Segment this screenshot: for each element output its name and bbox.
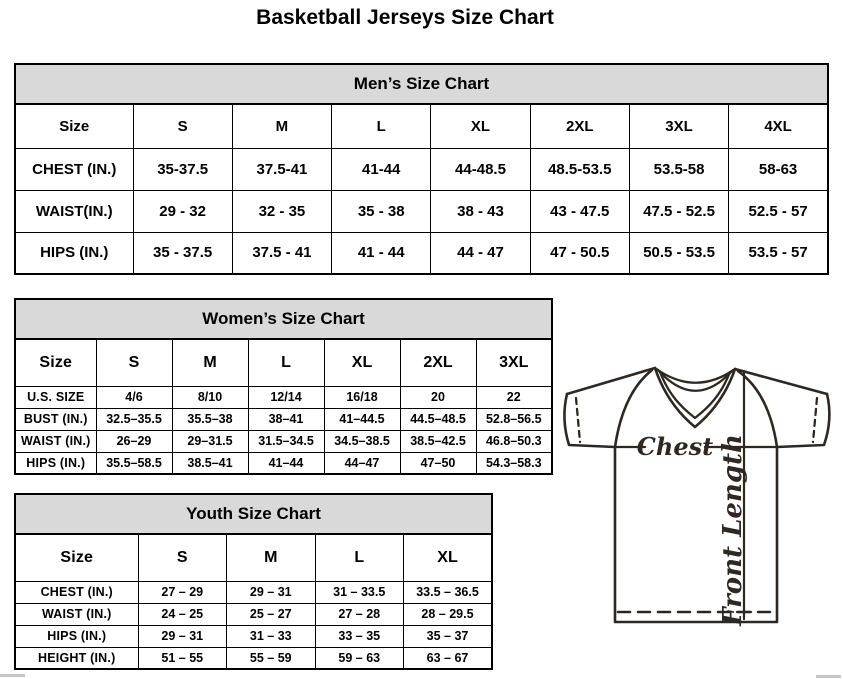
- mens-size-table-value-cell: 44 - 47: [431, 232, 530, 274]
- youth-size-table-value-cell: 28 – 29.5: [404, 603, 493, 625]
- youth-size-table-header-size: Size: [15, 534, 138, 581]
- mens-size-table-value-cell: 58-63: [729, 148, 828, 190]
- mens-size-table-value-cell: 48.5-53.5: [530, 148, 629, 190]
- womens-size-table-value-cell: 20: [400, 386, 476, 408]
- womens-size-table-row-waist-in: [15, 430, 552, 452]
- womens-size-table-value-cell: 4/6: [96, 386, 172, 408]
- womens-size-table-value-cell: 12/14: [248, 386, 324, 408]
- mens-size-table-row-chest-in: [15, 148, 828, 190]
- youth-size-table-title: Youth Size Chart: [15, 494, 492, 534]
- mens-size-table-row-label: CHEST (IN.): [15, 148, 133, 190]
- womens-size-table-row-label: BUST (IN.): [15, 408, 96, 430]
- youth-size-table-value-cell: 51 – 55: [138, 647, 227, 669]
- mens-size-table-value-cell: 41-44: [332, 148, 431, 190]
- mens-size-table-value-cell: 47.5 - 52.5: [629, 190, 728, 232]
- womens-size-table-header-2xl: 2XL: [400, 339, 476, 386]
- womens-size-table-value-cell: 35.5–38: [172, 408, 248, 430]
- womens-size-table-header-3xl: 3XL: [476, 339, 552, 386]
- mens-size-table-header-3xl: 3XL: [629, 104, 728, 148]
- youth-size-table-value-cell: 24 – 25: [138, 603, 227, 625]
- mens-size-table-value-cell: 52.5 - 57: [729, 190, 828, 232]
- womens-size-table-value-cell: 16/18: [324, 386, 400, 408]
- womens-size-table-value-cell: 29–31.5: [172, 430, 248, 452]
- mens-size-table-value-cell: 35-37.5: [133, 148, 232, 190]
- mens-size-table-header-4xl: 4XL: [729, 104, 828, 148]
- womens-size-table-value-cell: 34.5–38.5: [324, 430, 400, 452]
- youth-size-table-row-label: WAIST (IN.): [15, 603, 138, 625]
- womens-size-table-header-m: M: [172, 339, 248, 386]
- womens-size-table-row-label: HIPS (IN.): [15, 452, 96, 474]
- womens-size-table-row-label: U.S. SIZE: [15, 386, 96, 408]
- womens-size-table: [14, 298, 553, 475]
- mens-size-table-header-2xl: 2XL: [530, 104, 629, 148]
- youth-size-table-value-cell: 29 – 31: [227, 581, 316, 603]
- youth-size-table-value-cell: 59 – 63: [315, 647, 404, 669]
- youth-size-table-row-label: HIPS (IN.): [15, 625, 138, 647]
- mens-size-table-row-label: HIPS (IN.): [15, 232, 133, 274]
- youth-size-table-value-cell: 35 – 37: [404, 625, 493, 647]
- womens-size-table-value-cell: 44.5–48.5: [400, 408, 476, 430]
- womens-size-table-value-cell: 32.5–35.5: [96, 408, 172, 430]
- mens-size-table-row-label: WAIST(IN.): [15, 190, 133, 232]
- womens-size-table-value-cell: 41–44.5: [324, 408, 400, 430]
- womens-size-table-value-cell: 26–29: [96, 430, 172, 452]
- scrollbar-fragment-left: [0, 674, 25, 677]
- womens-size-table-row-hips-in: [15, 452, 552, 474]
- womens-size-table-row-u-s-size: [15, 386, 552, 408]
- mens-size-table-value-cell: 44-48.5: [431, 148, 530, 190]
- youth-size-table-row-waist-in: [15, 603, 492, 625]
- mens-size-table-header-s: S: [133, 104, 232, 148]
- mens-size-table-value-cell: 38 - 43: [431, 190, 530, 232]
- youth-size-table-header-s: S: [138, 534, 227, 581]
- right-sleeve-stitch-line: [813, 398, 817, 442]
- mens-size-table-value-cell: 53.5-58: [629, 148, 728, 190]
- womens-size-table-header-xl: XL: [324, 339, 400, 386]
- youth-size-table-value-cell: 33.5 – 36.5: [404, 581, 493, 603]
- mens-size-table-value-cell: 50.5 - 53.5: [629, 232, 728, 274]
- jersey-collar-inner-arc: [658, 370, 732, 391]
- youth-size-table-header-m: M: [227, 534, 316, 581]
- youth-size-table-value-cell: 25 – 27: [227, 603, 316, 625]
- mens-size-table-header-xl: XL: [431, 104, 530, 148]
- youth-size-table: [14, 493, 493, 670]
- mens-size-table: [14, 63, 829, 275]
- mens-size-table-value-cell: 47 - 50.5: [530, 232, 629, 274]
- womens-size-table-value-cell: 44–47: [324, 452, 400, 474]
- womens-size-table-value-cell: 35.5–58.5: [96, 452, 172, 474]
- youth-size-table-value-cell: 33 – 35: [315, 625, 404, 647]
- mens-size-table-title: Men’s Size Chart: [15, 64, 828, 104]
- page-title: Basketball Jerseys Size Chart: [256, 6, 554, 29]
- jersey-body-outline: [615, 447, 777, 622]
- youth-size-table-value-cell: 31 – 33: [227, 625, 316, 647]
- jersey-measurement-diagram: [550, 355, 843, 645]
- mens-size-table-row-hips-in: [15, 232, 828, 274]
- youth-size-table-row-chest-in: [15, 581, 492, 603]
- womens-size-table-value-cell: 38.5–41: [172, 452, 248, 474]
- jersey-left-sleeve-outline: [564, 394, 615, 447]
- mens-size-table-value-cell: 32 - 35: [232, 190, 331, 232]
- youth-size-table-value-cell: 31 – 33.5: [315, 581, 404, 603]
- youth-size-table-header-l: L: [315, 534, 404, 581]
- womens-size-table-title: Women’s Size Chart: [15, 299, 552, 339]
- mens-size-table-value-cell: 37.5 - 41: [232, 232, 331, 274]
- mens-size-table-header-m: M: [232, 104, 331, 148]
- womens-size-table-value-cell: 46.8–50.3: [476, 430, 552, 452]
- womens-size-table-header-size: Size: [15, 339, 96, 386]
- scrollbar-fragment-right: [816, 675, 841, 678]
- youth-size-table-header-xl: XL: [404, 534, 493, 581]
- mens-size-table-value-cell: 41 - 44: [332, 232, 431, 274]
- womens-size-table-value-cell: 47–50: [400, 452, 476, 474]
- mens-size-table-value-cell: 35 - 38: [332, 190, 431, 232]
- youth-size-table-value-cell: 27 – 28: [315, 603, 404, 625]
- womens-size-table-value-cell: 22: [476, 386, 552, 408]
- youth-size-table-row-height-in: [15, 647, 492, 669]
- womens-size-table-header-l: L: [248, 339, 324, 386]
- mens-size-table-value-cell: 37.5-41: [232, 148, 331, 190]
- womens-size-table-row-label: WAIST (IN.): [15, 430, 96, 452]
- jersey-diagram-svg: [550, 355, 843, 645]
- left-sleeve-stitch-line: [576, 398, 580, 442]
- mens-size-table-header-l: L: [332, 104, 431, 148]
- chest-label: Chest: [636, 432, 714, 461]
- youth-size-table-value-cell: 27 – 29: [138, 581, 227, 603]
- mens-size-table-value-cell: 53.5 - 57: [729, 232, 828, 274]
- mens-size-table-row-waist-in: [15, 190, 828, 232]
- mens-size-table-header-size: Size: [15, 104, 133, 148]
- youth-size-table-value-cell: 63 – 67: [404, 647, 493, 669]
- womens-size-table-value-cell: 38–41: [248, 408, 324, 430]
- mens-size-table-value-cell: 43 - 47.5: [530, 190, 629, 232]
- youth-size-table-value-cell: 29 – 31: [138, 625, 227, 647]
- youth-size-table-value-cell: 55 – 59: [227, 647, 316, 669]
- mens-size-table-value-cell: 29 - 32: [133, 190, 232, 232]
- womens-size-table-value-cell: 54.3–58.3: [476, 452, 552, 474]
- youth-size-table-row-label: HEIGHT (IN.): [15, 647, 138, 669]
- womens-size-table-row-bust-in: [15, 408, 552, 430]
- womens-size-table-value-cell: 52.8–56.5: [476, 408, 552, 430]
- womens-size-table-value-cell: 31.5–34.5: [248, 430, 324, 452]
- womens-size-table-header-s: S: [96, 339, 172, 386]
- mens-size-table-value-cell: 35 - 37.5: [133, 232, 232, 274]
- womens-size-table-value-cell: 8/10: [172, 386, 248, 408]
- youth-size-table-row-label: CHEST (IN.): [15, 581, 138, 603]
- front-length-label: Front Length: [718, 434, 748, 626]
- youth-size-table-row-hips-in: [15, 625, 492, 647]
- jersey-right-sleeve-outline: [777, 394, 829, 447]
- womens-size-table-value-cell: 38.5–42.5: [400, 430, 476, 452]
- womens-size-table-value-cell: 41–44: [248, 452, 324, 474]
